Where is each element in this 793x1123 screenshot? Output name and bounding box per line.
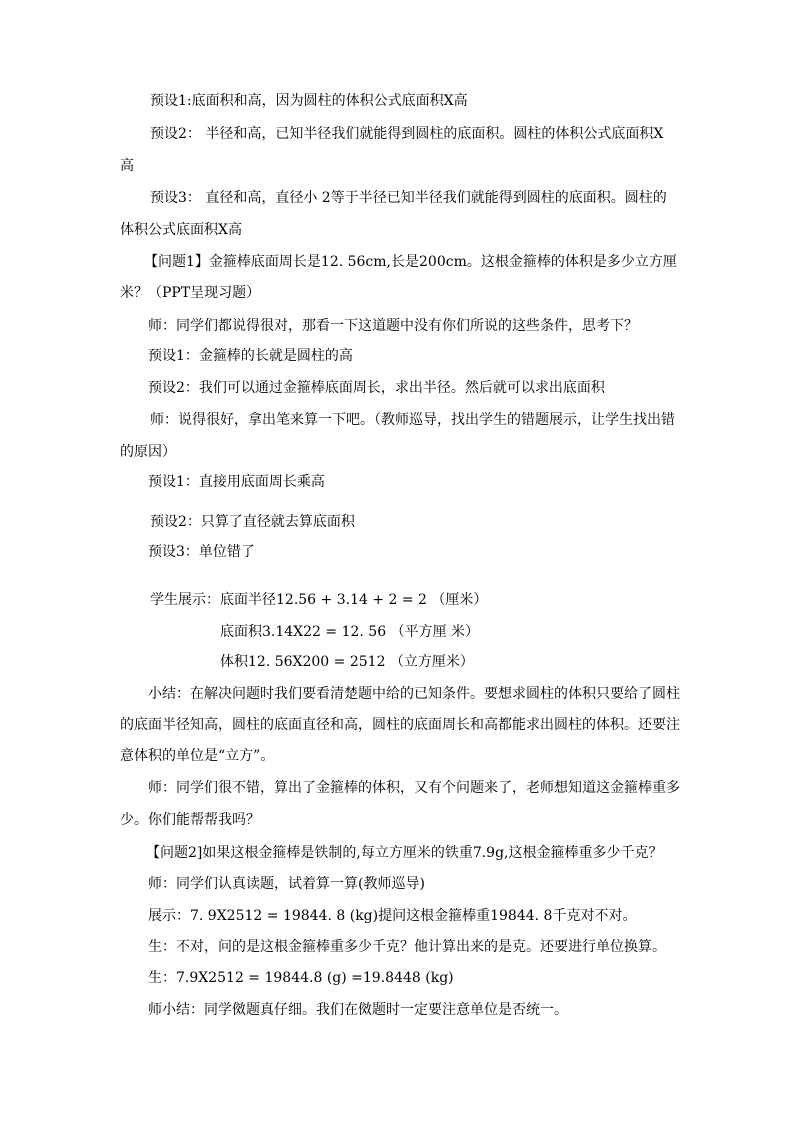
- text-line: 预设3：单位错了: [148, 544, 255, 560]
- text-line: 的原因）: [120, 444, 176, 460]
- text-line: 师小结：同学傚题真仔细。我们在傚题时一定要注意单位是否统一。: [148, 1002, 568, 1018]
- text-line: 生：7.9X2512 = 19844.8 (g) =19.8448 (kg): [148, 970, 454, 986]
- text-line: 底面积3.14X22 = 12. 56 （平方厘 米）: [220, 624, 480, 640]
- text-line: 展示：7. 9X2512 = 19844. 8 (kg)提问这根金箍棒重19844. 8千克对不对。: [148, 908, 637, 924]
- text-line: 预设1：金箍棒的长就是圆柱的高: [148, 348, 353, 364]
- text-line: 预设2：只算了直径就去算底面积: [150, 514, 355, 530]
- text-line: 少。你们能帮帮我吗？: [120, 812, 260, 828]
- text-line: 学生展示：底面半径12.56 + 3.14 + 2 = 2 （厘米）: [150, 592, 488, 608]
- text-line: 预设3： 直径和高，直径小 2等于半径已知半径我们就能得到圆柱的底面积。圆柱的: [150, 190, 667, 206]
- text-line: 米？（PPT呈现习题）: [120, 285, 261, 301]
- text-line: 的底面半径知高，圆柱的底面直径和高，圆柱的底面周长和高都能求出圆柱的体积。还要注: [120, 717, 680, 733]
- text-line: 【问题1】金箍棒底面周长是12. 56cm,长是200cm。这根金箍棒的体积是多少立方厘: [144, 254, 677, 270]
- text-line: 师：说得很好，拿出笔来算一下吧。（教师巡导，找出学生的错题展示，让学生找出错: [150, 412, 675, 428]
- text-line: 预设1:底面积和高，因为圆柱的体积公式底面积X高: [150, 93, 468, 109]
- text-line: 预设2：我们可以通过金箍棒底面周长，求出半径。然后就可以求出底面积: [148, 380, 605, 396]
- text-line: 师：同学们很不错，算出了金箍棒的体积，又有个问题来了，老师想知道这金箍棒重多: [148, 780, 680, 796]
- text-line: 【问题2]如果这根金箍棒是铁制的,每立方厘米的铁重7.9g,这根金箍棒重多少千克？: [146, 845, 663, 861]
- text-line: 高: [120, 158, 134, 174]
- text-line: 体积公式底面积X高: [120, 222, 242, 238]
- text-line: 师：同学们认真读题，试着算一算(教师巡导): [148, 876, 425, 892]
- text-line: 预设2： 半径和高，已知半径我们就能得到圆柱的底面积。圆柱的体积公式底面积X: [150, 126, 664, 142]
- text-line: 生：不对，问的是这根金箍棒重多少千克？他计算出来的是克。还要进行单位换算。: [148, 939, 666, 955]
- text-line: 小结：在解决问题时我们要看清楚题中给的已知条件。要想求圆柱的体积只要给了圆柱: [148, 686, 680, 702]
- text-line: 预设1：直接用底面周长乘高: [148, 474, 325, 490]
- text-line: 师：同学们都说得很对，那看一下这道题中没有你们所说的这些条件，思考下？: [148, 318, 638, 334]
- text-line: 意体积的单位是“立方”。: [120, 748, 275, 764]
- text-line: 体积12. 56X200 = 2512 （立方厘米）: [220, 654, 474, 670]
